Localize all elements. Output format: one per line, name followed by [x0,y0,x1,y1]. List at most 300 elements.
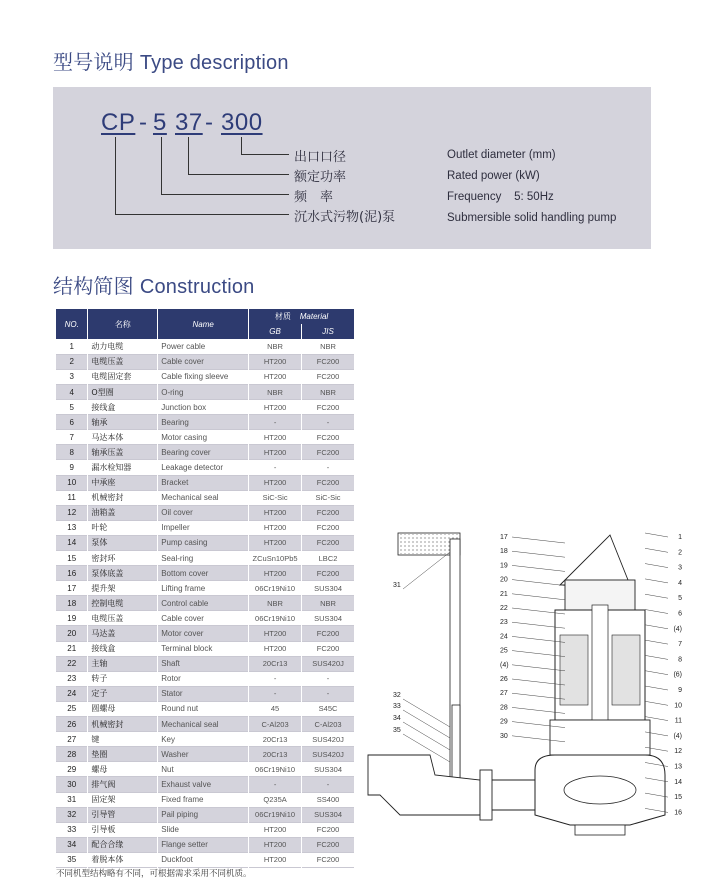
cell-zh: 转子 [88,671,158,686]
leader-line [645,701,668,705]
cell-gb: - [249,415,302,430]
cell-gb: HT200 [249,430,302,445]
callout-label: 7 [678,641,682,649]
cell-zh: 中承座 [88,475,158,490]
callout-label: 27 [500,690,508,698]
code-power: 37 [175,109,203,136]
table-row [56,822,355,837]
leader-line [512,551,565,557]
callout-label: 30 [500,732,508,740]
cell-en: Nut [158,762,249,777]
cell-gb: 45 [249,701,302,716]
cell-en: Pump casing [158,535,249,550]
type-description-title-en: Type description [139,52,289,74]
table-row [56,445,355,460]
table-row [56,384,355,399]
leader-line [645,671,668,675]
cell-zh: 提升架 [88,581,158,596]
code-frequency: 5 [153,109,167,136]
callout-label: 24 [500,633,508,641]
cell-en: Leakage detector [158,460,249,475]
leader-line [645,579,668,583]
callout-label: 14 [674,778,682,786]
cell-zh: 垫圈 [88,747,158,762]
label-zh-outlet: 出口口径 [294,150,347,165]
cell-zh: 固定架 [88,792,158,807]
cell-en: Shaft [158,656,249,671]
cell-jis: SUS420J [302,732,355,747]
cell-jis: FC200 [302,626,355,641]
cell-jis: FC200 [302,445,355,460]
cell-jis: SUS420J [302,656,355,671]
table-row [56,400,355,415]
callout-label: 5 [678,595,682,603]
table-row [56,581,355,596]
callout-label: 16 [674,809,682,817]
cell-no: 21 [56,641,88,656]
cell-jis: - [302,415,355,430]
cell-jis: SUS304 [302,581,355,596]
bracket-housing [550,720,650,755]
cell-jis: FC200 [302,354,355,369]
cell-no: 7 [56,430,88,445]
table-row [56,852,355,867]
cell-jis: LBC2 [302,551,355,566]
cell-jis: NBR [302,596,355,611]
callout-label: 35 [393,727,401,734]
callout-label: 1 [678,534,682,541]
table-row [56,596,355,611]
cell-zh: 动力电缆 [88,339,158,354]
table-row [56,535,355,550]
label-en-frequency: Frequency 5: 50Hz [447,191,554,203]
cell-zh: 泵体底盖 [88,566,158,581]
callout-label: 28 [500,704,508,712]
cell-gb: HT200 [249,354,302,369]
cell-en: O-ring [158,384,249,399]
cell-no: 14 [56,535,88,550]
cell-no: 28 [56,747,88,762]
cell-en: Terminal block [158,641,249,656]
cell-jis: S45C [302,701,355,716]
cell-zh: 泵体 [88,535,158,550]
cell-jis: FC200 [302,369,355,384]
cell-jis: NBR [302,384,355,399]
callout-label: 15 [674,794,682,802]
callout-label: 29 [500,718,508,726]
cell-no: 27 [56,732,88,747]
cell-no: 18 [56,596,88,611]
callout-label: (6) [673,671,682,679]
leader-line [645,594,668,598]
cell-no: 32 [56,807,88,822]
construction-title-en: Construction [139,276,255,298]
cell-gb: HT200 [249,520,302,535]
leader-line [512,594,565,600]
callout-label: (4) [673,732,682,740]
cell-no: 20 [56,626,88,641]
cell-en: Stator [158,686,249,701]
cell-gb: HT200 [249,445,302,460]
cell-no: 15 [56,551,88,566]
duckfoot [368,755,480,815]
cell-no: 1 [56,339,88,354]
cell-no: 13 [56,520,88,535]
cell-en: Flange setter [158,837,249,852]
cell-no: 34 [56,837,88,852]
label-zh-frequency: 频 率 [294,190,334,205]
cell-jis: SS400 [302,792,355,807]
cell-en: Cable cover [158,354,249,369]
cell-zh: 控制电缆 [88,596,158,611]
leader-line [645,625,668,629]
cell-en: Mechanical seal [158,717,249,732]
leader-line [403,722,450,750]
flange [480,770,492,820]
cell-jis: FC200 [302,641,355,656]
cell-zh: 电缆压盖 [88,354,158,369]
cell-jis: SiC-Sic [302,490,355,505]
cell-jis: C-Al203 [302,717,355,732]
callout-label: 23 [500,619,508,627]
stator-left [560,635,588,705]
leader-line [645,564,668,568]
cell-en: Fixed frame [158,792,249,807]
header-gb: GB [249,324,302,339]
leader-line [645,548,668,552]
cell-en: Cable fixing sleeve [158,369,249,384]
cell-jis: - [302,777,355,792]
cell-gb: - [249,777,302,792]
cell-zh: 漏水检知器 [88,460,158,475]
cell-gb: HT200 [249,566,302,581]
cell-en: Control cable [158,596,249,611]
cell-en: Bracket [158,475,249,490]
cell-gb: HT200 [249,400,302,415]
cell-en: Mechanical seal [158,490,249,505]
callout-label: 4 [678,579,682,587]
cell-zh: 定子 [88,686,158,701]
callout-label: 2 [678,549,682,557]
cell-no: 35 [56,852,88,867]
cell-no: 12 [56,505,88,520]
cell-gb: 06Cr19Ni10 [249,762,302,777]
cell-gb: 20Cr13 [249,656,302,671]
cell-gb: 20Cr13 [249,732,302,747]
table-row [56,490,355,505]
pump-construction-diagram [360,525,690,860]
callout-label: 12 [674,748,682,756]
cell-en: Seal-ring [158,551,249,566]
cell-zh: 轴承 [88,415,158,430]
cell-no: 9 [56,460,88,475]
header-no: NO. [56,309,88,339]
table-row [56,671,355,686]
cell-zh: 马达盖 [88,626,158,641]
callout-label: 13 [674,763,682,771]
cell-en: Bearing [158,415,249,430]
cell-jis: FC200 [302,475,355,490]
leader-line [645,640,668,644]
callout-label: (4) [500,661,509,669]
cell-no: 19 [56,611,88,626]
table-row [56,626,355,641]
cell-zh: 油箱盖 [88,505,158,520]
cell-no: 29 [56,762,88,777]
cell-gb: NBR [249,339,302,354]
leader-line [512,537,565,543]
leader-line [645,655,668,659]
callout-label: 9 [678,687,682,694]
table-row [56,475,355,490]
cell-zh: 着脱本体 [88,852,158,867]
cell-zh: 机械密封 [88,717,158,732]
label-en-outlet: Outlet diameter (mm) [447,149,556,161]
cell-gb: 20Cr13 [249,747,302,762]
cell-zh: 引导管 [88,807,158,822]
cell-zh: 螺母 [88,762,158,777]
table-row [56,339,355,354]
leader-line [403,710,450,738]
label-zh-pump: 沉水式污物(泥)泵 [294,210,396,225]
bracket-pump [115,137,289,215]
cell-en: Key [158,732,249,747]
leader-line [512,565,565,571]
construction-title [53,270,255,299]
callout-label: 6 [678,610,682,618]
label-zh-power: 额定功率 [294,170,347,185]
callout-label: (4) [673,625,682,633]
cell-zh: 电缆压盖 [88,611,158,626]
header-name-zh: 名称 [88,309,158,339]
table-row [56,354,355,369]
leader-line [403,552,450,589]
cell-jis: FC200 [302,566,355,581]
cell-jis: - [302,671,355,686]
cell-no: 25 [56,701,88,716]
callout-label: 10 [674,702,682,710]
table-row [56,837,355,852]
construction-title-zh: 结构简图 [53,276,134,298]
cell-gb: SiC-Sic [249,490,302,505]
cell-zh: 主轴 [88,656,158,671]
code-dash-2: - [205,109,214,136]
cell-gb: 06Cr19Ni10 [249,611,302,626]
cell-zh: 配合合缘 [88,837,158,852]
cell-zh: 轴承压盖 [88,445,158,460]
cell-en: Impeller [158,520,249,535]
cell-en: Duckfoot [158,852,249,867]
table-row [56,747,355,762]
cell-no: 5 [56,400,88,415]
cell-no: 24 [56,686,88,701]
cell-no: 22 [56,656,88,671]
cell-no: 23 [56,671,88,686]
cell-en: Exhaust valve [158,777,249,792]
cell-en: Rotor [158,671,249,686]
cell-en: Motor cover [158,626,249,641]
cell-zh: 圆螺母 [88,701,158,716]
cell-no: 16 [56,566,88,581]
footnote: 不同机型结构略有不同，可根据需求采用不同机质。 [56,869,252,879]
table-row [56,611,355,626]
cell-gb: NBR [249,596,302,611]
table-row [56,777,355,792]
cell-gb: NBR [249,384,302,399]
cell-en: Round nut [158,701,249,716]
cell-jis: FC200 [302,535,355,550]
cell-jis: - [302,686,355,701]
leader-line [645,533,668,537]
cell-no: 30 [56,777,88,792]
cell-no: 3 [56,369,88,384]
label-en-power: Rated power (kW) [447,170,540,182]
discharge-outlet [492,780,535,810]
cell-jis: SUS420J [302,747,355,762]
cell-jis: FC200 [302,520,355,535]
cell-gb: HT200 [249,475,302,490]
cell-jis: FC200 [302,837,355,852]
cell-zh: 接线盒 [88,641,158,656]
cell-jis: FC200 [302,430,355,445]
callout-label: 17 [500,534,508,541]
cell-gb: 06Cr19Ni10 [249,807,302,822]
cell-zh: 叶轮 [88,520,158,535]
cell-gb: HT200 [249,535,302,550]
callout-label: 3 [678,564,682,572]
callout-label: 31 [393,582,401,589]
cell-zh: 电缆固定套 [88,369,158,384]
callout-label: 8 [678,656,682,664]
callout-label: 26 [500,676,508,683]
table-row [56,369,355,384]
cell-zh: 键 [88,732,158,747]
cell-no: 11 [56,490,88,505]
cell-gb: - [249,460,302,475]
callout-label: 32 [393,692,401,699]
cell-jis: FC200 [302,852,355,867]
cell-zh: 接线盒 [88,400,158,415]
table-row [56,732,355,747]
cell-gb: C-Al203 [249,717,302,732]
type-description-title-zh: 型号说明 [53,52,134,74]
cell-no: 31 [56,792,88,807]
leader-line [645,610,668,614]
cell-en: Washer [158,747,249,762]
cell-jis: SUS304 [302,611,355,626]
cell-zh: 排气阀 [88,777,158,792]
cell-en: Pail piping [158,807,249,822]
stator-right [612,635,640,705]
cell-no: 8 [56,445,88,460]
cell-en: Power cable [158,339,249,354]
cell-gb: - [249,671,302,686]
type-description-title [53,46,289,75]
parts-table [56,309,355,868]
cell-no: 2 [56,354,88,369]
cell-gb: HT200 [249,369,302,384]
bottom-cover [575,825,625,835]
cell-no: 6 [56,415,88,430]
table-row [56,430,355,445]
cell-gb: 06Cr19Ni10 [249,581,302,596]
cell-jis: FC200 [302,505,355,520]
cell-no: 10 [56,475,88,490]
cell-jis: SUS304 [302,807,355,822]
cell-jis: NBR [302,339,355,354]
table-row [56,656,355,671]
table-row [56,551,355,566]
cell-gb: HT200 [249,505,302,520]
cell-zh: 马达本体 [88,430,158,445]
table-row [56,566,355,581]
cell-gb: Q235A [249,792,302,807]
table-row [56,415,355,430]
cell-en: Motor casing [158,430,249,445]
cell-en: Slide [158,822,249,837]
cell-jis: FC200 [302,400,355,415]
callout-label: 20 [500,576,508,584]
cell-zh: O型圈 [88,384,158,399]
cell-jis: FC200 [302,822,355,837]
cell-gb: HT200 [249,852,302,867]
table-row [56,460,355,475]
callout-label: 34 [393,715,401,722]
cell-en: Bottom cover [158,566,249,581]
callout-label: 18 [500,548,508,556]
cell-gb: ZCuSn10Pb5 [249,551,302,566]
impeller [564,776,636,804]
table-row [56,762,355,777]
cell-no: 17 [56,581,88,596]
table-row [56,792,355,807]
leader-line [645,686,668,690]
leader-line [512,580,565,586]
cell-no: 4 [56,384,88,399]
lifting-frame [560,535,630,585]
table-row [56,717,355,732]
cell-en: Junction box [158,400,249,415]
table-row [56,807,355,822]
cell-gb: HT200 [249,626,302,641]
header-material-zh: 材质 [274,312,291,322]
cell-no: 26 [56,717,88,732]
cell-zh: 密封环 [88,551,158,566]
callout-label: 22 [500,605,508,612]
header-jis: JIS [302,324,355,339]
leader-line [403,699,450,727]
code-dash-1: - [139,109,148,136]
table-row [56,686,355,701]
callout-label: 33 [393,703,401,710]
cell-en: Lifting frame [158,581,249,596]
cell-en: Oil cover [158,505,249,520]
callout-label: 25 [500,647,508,655]
cell-gb: HT200 [249,822,302,837]
type-description-panel [53,87,651,249]
table-row [56,505,355,520]
callout-label: 11 [674,717,682,725]
cell-jis: SUS304 [302,762,355,777]
header-name-en: Name [158,309,249,339]
header-material-en: Material [299,312,329,322]
cell-en: Cable cover [158,611,249,626]
code-cp: CP [101,109,136,136]
cell-no: 33 [56,822,88,837]
header-material [249,309,355,324]
table-row [56,641,355,656]
table-row [56,701,355,716]
